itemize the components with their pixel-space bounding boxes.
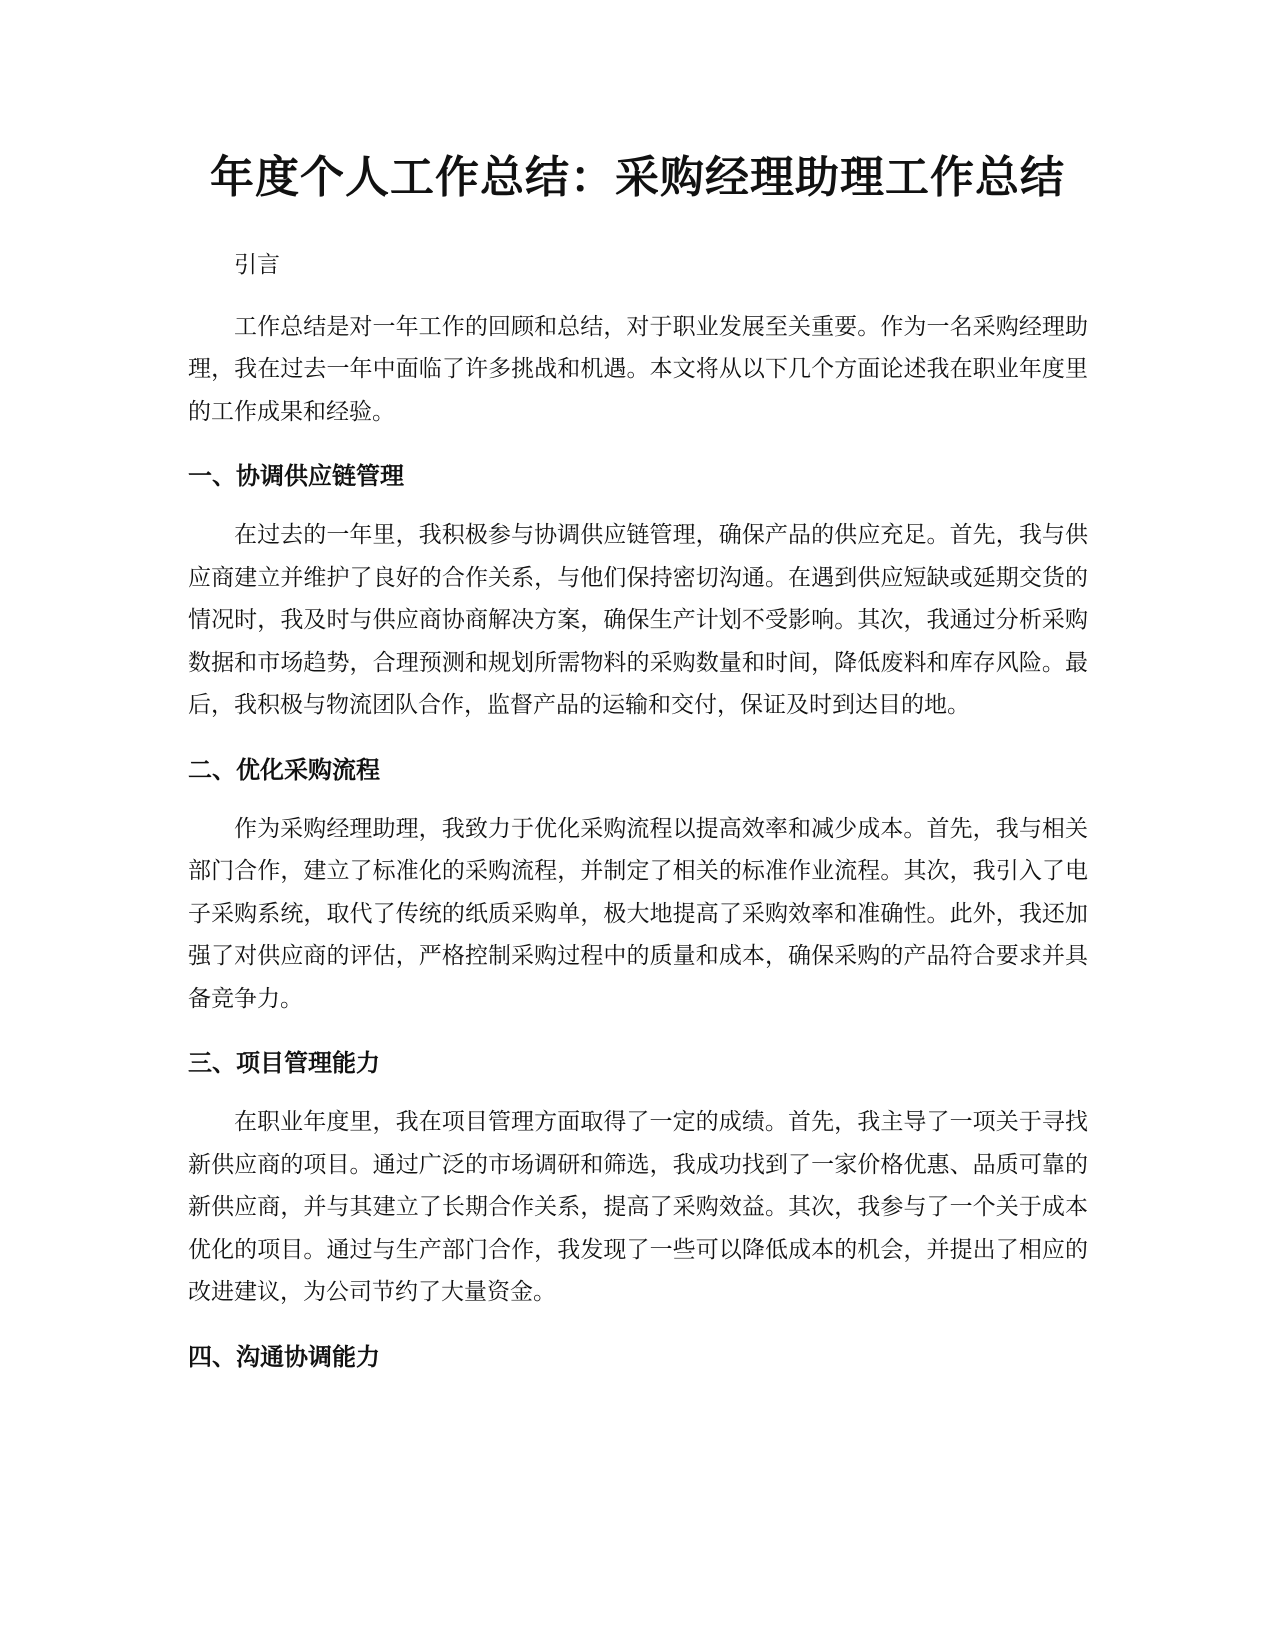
section-heading-4: 四、沟通协调能力 [188,1342,380,1371]
intro-label: 引言 [234,252,280,278]
section-heading-1: 一、协调供应链管理 [188,462,404,490]
document-title: 年度个人工作总结：采购经理助理工作总结 [210,152,1065,203]
section-paragraph-3: 在职业年度里，我在项目管理方面取得了一定的成绩。首先，我主导了一项关于寻找新供应商的项目。通过广泛的市场调研和筛选，我成功找到了一家价格优惠、品质可靠的新供应商，并与其建立了长期合作关系，提高了采购效益。其次，我参与了一个关于成本优化的项目。通过与生产部门合作，我发现了一些可以降低成本的机会，并提出了相应的改进建议，为公司节约了大量资金。 [188,1109,1088,1305]
intro-paragraph: 工作总结是对一年工作的回顾和总结，对于职业发展至关重要。作为一名采购经理助理，我在过去一年中面临了许多挑战和机遇。本文将从以下几个方面论述我在职业年度里的工作成果和经验。 [188,313,1088,425]
section-paragraph-2: 作为采购经理助理，我致力于优化采购流程以提高效率和减少成本。首先，我与相关部门合作，建立了标准化的采购流程，并制定了相关的标准作业流程。其次，我引入了电子采购系统，取代了传统的纸质采购单，极大地提高了采购效率和准确性。此外，我还加强了对供应商的评估，严格控制采购过程中的质量和成本，确保采购的产品符合要求并具备竞争力。 [188,815,1088,1012]
section-paragraph-1: 在过去的一年里，我积极参与协调供应链管理，确保产品的供应充足。首先，我与供应商建立并维护了良好的合作关系，与他们保持密切沟通。在遇到供应短缺或延期交货的情况时，我及时与供应商协商解决方案，确保生产计划不受影响。其次，我通过分析采购数据和市场趋势，合理预测和规划所需物料的采购数量和时间，降低废料和库存风险。最后，我积极与物流团队合作，监督产品的运输和交付，保证及时到达目的地。 [188,522,1088,718]
document-body [188,244,1088,1395]
section-heading-3: 三、项目管理能力 [188,1049,380,1077]
section-heading-2: 二、优化采购流程 [188,755,380,784]
